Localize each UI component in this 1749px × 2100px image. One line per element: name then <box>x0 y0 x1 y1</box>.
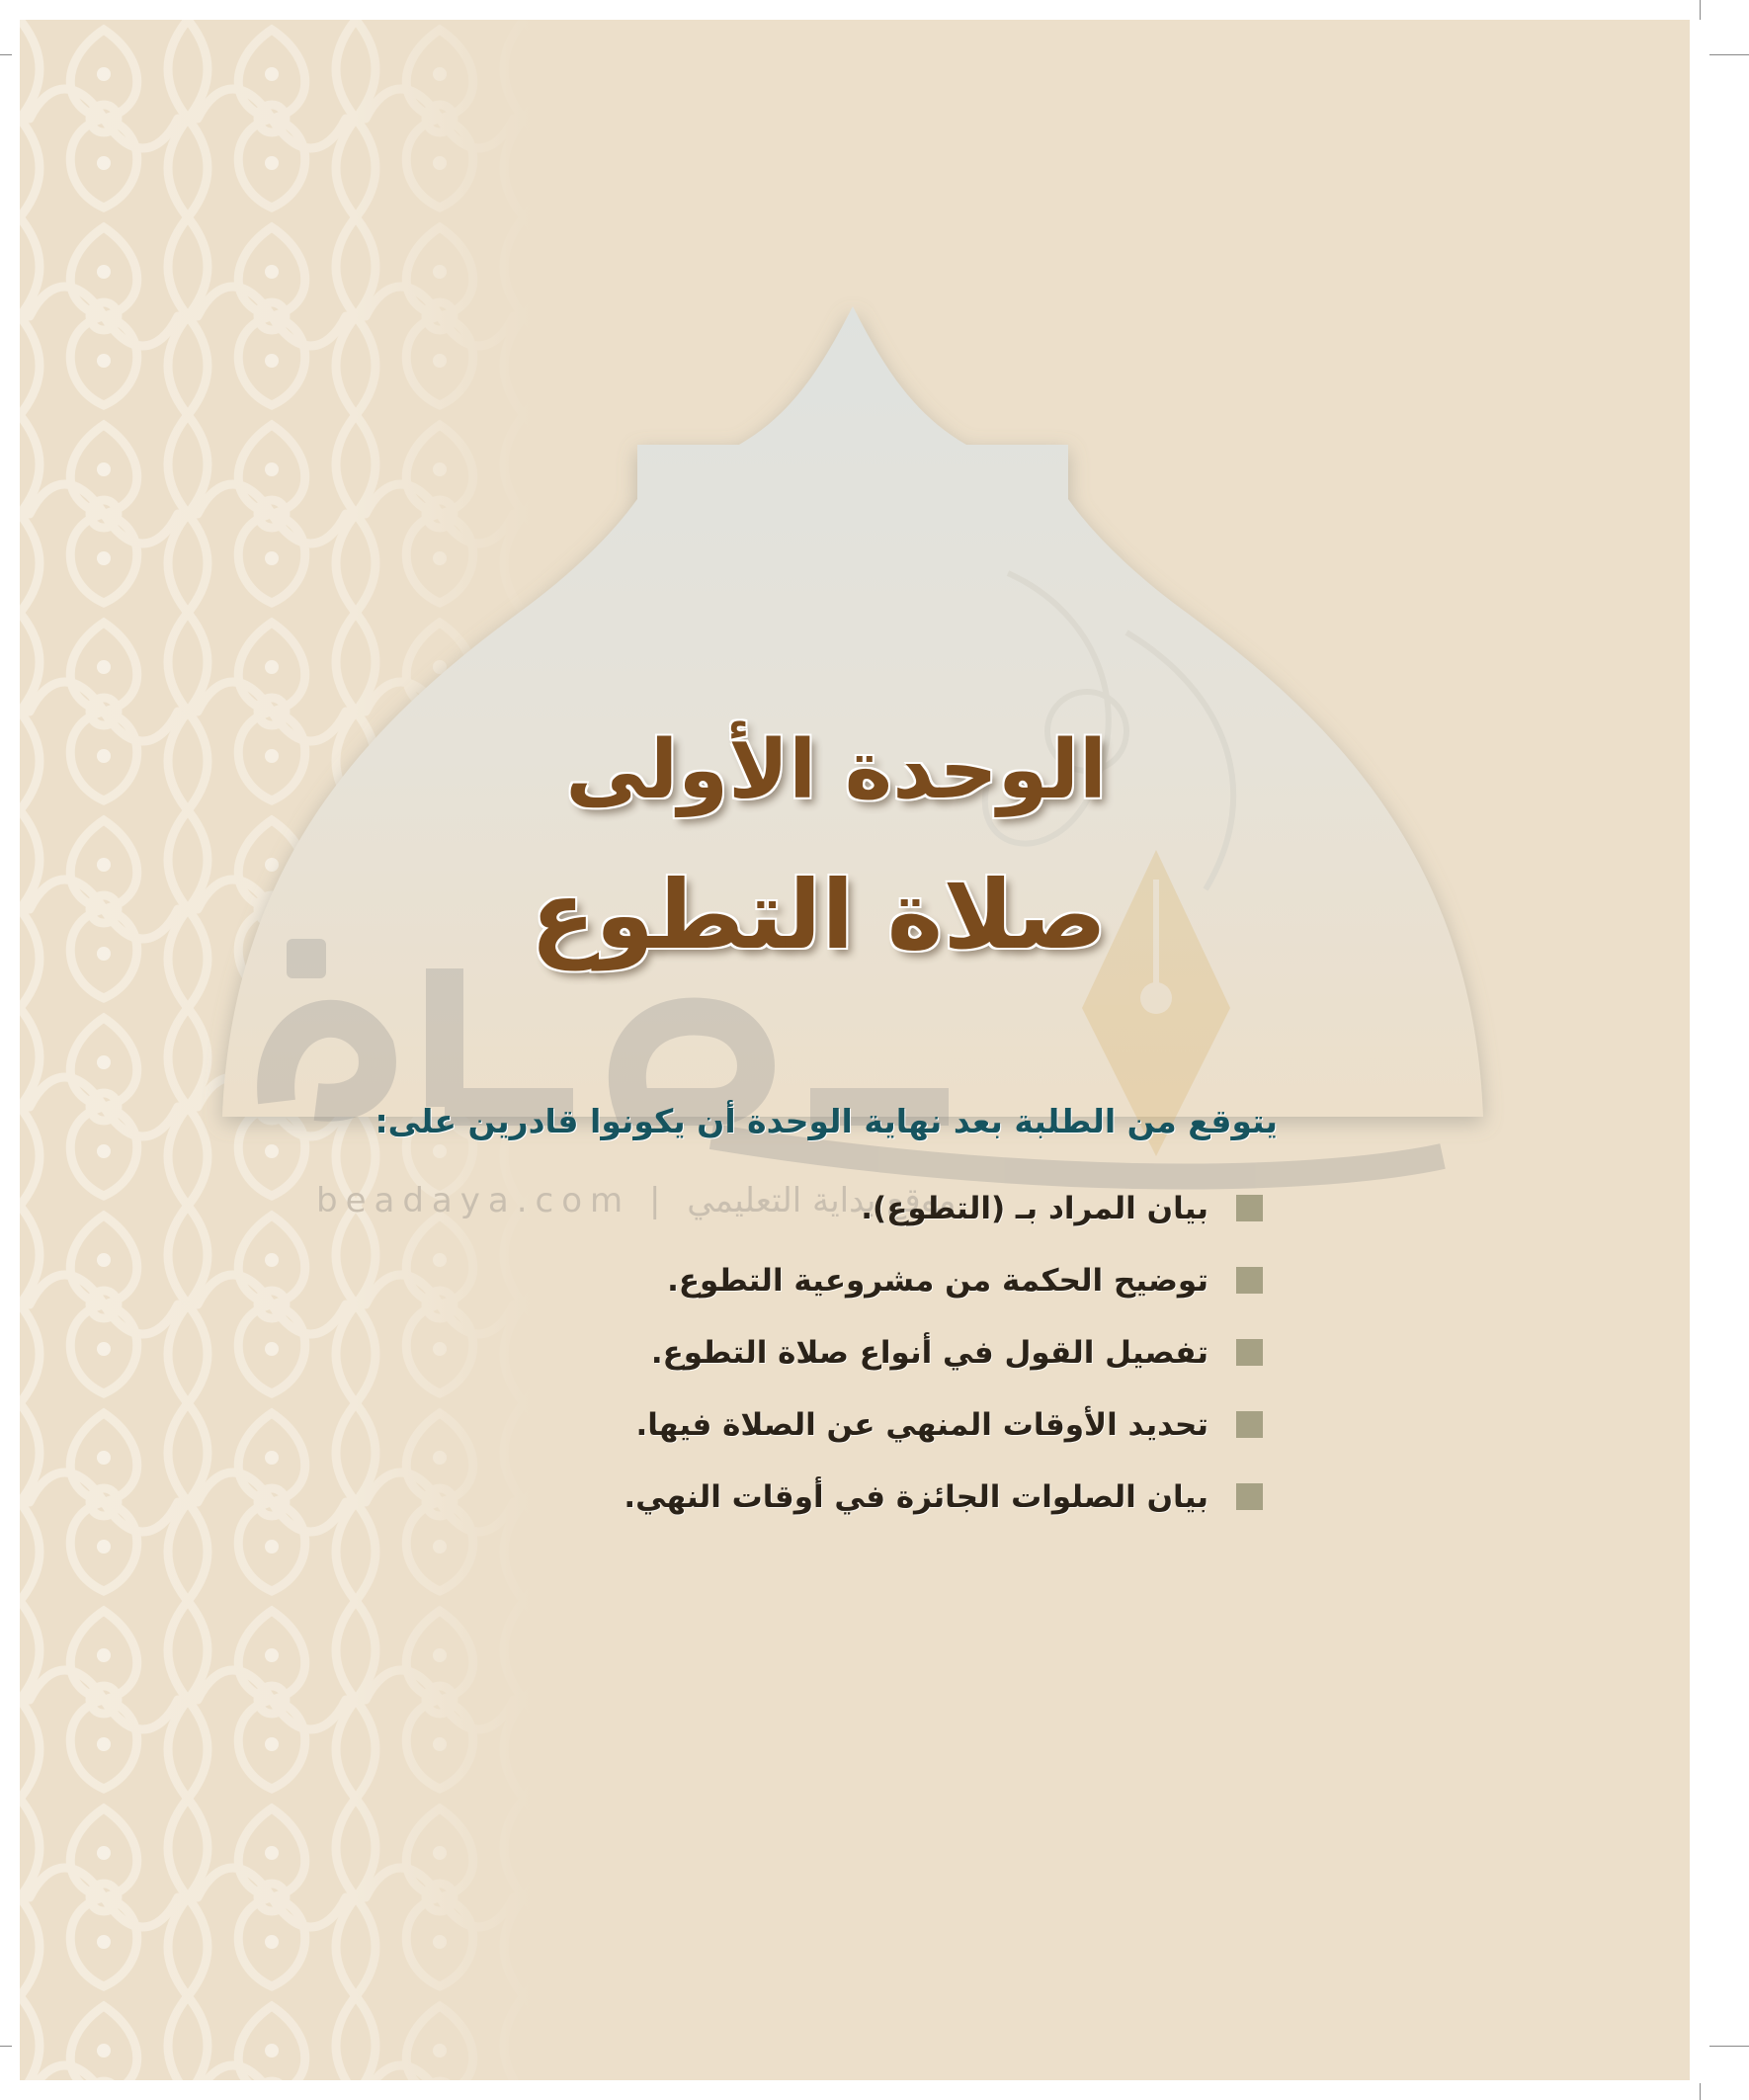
lesson-title: صلاة التطوع <box>530 860 1107 970</box>
crop-mark <box>1709 54 1749 55</box>
objective-item <box>624 1244 1263 1316</box>
objective-text: بيان المراد بـ (التطوع). <box>861 1190 1208 1226</box>
crop-mark <box>1709 2046 1749 2047</box>
objective-item <box>624 1316 1263 1388</box>
objective-item <box>624 1172 1263 1244</box>
objective-text: تحديد الأوقات المنهي عن الصلاة فيها. <box>635 1406 1208 1443</box>
crop-mark <box>1700 0 1701 20</box>
objective-text: توضيح الحكمة من مشروعية التطوع. <box>667 1262 1208 1299</box>
crop-mark <box>0 54 12 55</box>
watermark-text: beadaya.com | موقع بداية التعليمي <box>316 1181 957 1220</box>
objectives-list <box>624 1172 1263 1533</box>
crop-mark <box>0 2046 12 2047</box>
square-bullet-icon <box>1236 1195 1263 1221</box>
square-bullet-icon <box>1236 1483 1263 1510</box>
square-bullet-icon <box>1236 1339 1263 1366</box>
watermark-logo <box>20 20 1690 2080</box>
square-bullet-icon <box>1236 1267 1263 1294</box>
objectives-intro: يتوقع من الطلبة بعد نهاية الوحدة أن يكونوا قادرين على: <box>375 1102 1278 1140</box>
book-page <box>20 20 1690 2080</box>
objective-text: تفصيل القول في أنواع صلاة التطوع. <box>650 1334 1208 1371</box>
objective-text: بيان الصلوات الجائزة في أوقات النهي. <box>624 1478 1208 1515</box>
objective-item <box>624 1461 1263 1533</box>
objective-item <box>624 1388 1263 1461</box>
unit-title: الوحدة الأولى <box>565 723 1107 817</box>
crop-mark <box>1700 2083 1701 2100</box>
square-bullet-icon <box>1236 1411 1263 1438</box>
